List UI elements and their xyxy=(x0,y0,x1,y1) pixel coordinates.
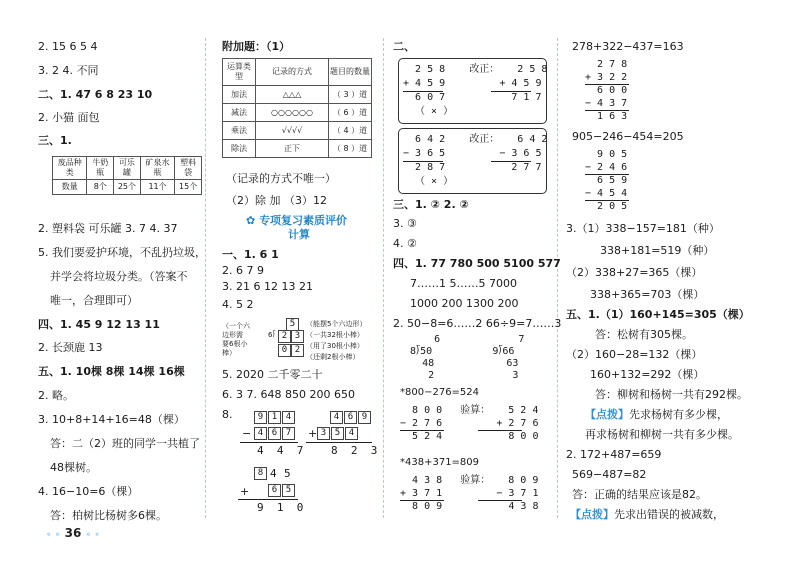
digit-box: 6 xyxy=(344,411,357,424)
calc-rule xyxy=(585,200,629,201)
correction-calc: 2 5 8 改正： 2 5 8 + 4 5 9 + 4 5 9 6 0 7 7 1 7 （ × ） xyxy=(403,64,548,117)
calc-rule xyxy=(238,499,298,500)
diagram-note: （能摆5个六边形） xyxy=(306,320,367,328)
digit-box: 6 xyxy=(268,427,281,440)
digit-box: 9 xyxy=(358,411,371,424)
answer-line: 7……1 5……5 7000 xyxy=(410,277,517,290)
digit: 5 xyxy=(284,467,291,480)
digit-box: 8 xyxy=(254,467,267,480)
table-cell: （ 3 ）道 xyxy=(329,86,372,104)
answer-line: （2）338+27=365（棵） xyxy=(566,266,703,279)
answer-line: （2）除 加 （3）12 xyxy=(226,194,327,207)
answer-line: 2. 小猫 面包 xyxy=(38,111,100,124)
vertical-calc: 2 7 8 + 3 2 2 6 0 0 − 4 3 7 1 6 3 xyxy=(585,59,628,122)
table-cell: 可乐罐 xyxy=(114,157,141,180)
answer-line: 8. xyxy=(222,408,233,421)
digit-box: 5 xyxy=(331,427,344,440)
hint-text: 先求出错误的被减数， xyxy=(614,508,724,521)
calc-rule xyxy=(491,91,531,92)
diagram-note: （还剩2根小棒） xyxy=(306,353,360,361)
answer-line: 二、 xyxy=(393,40,415,53)
diagram-note: （用了30根小棒） xyxy=(306,342,364,350)
answer-line: 2. 6 7 9 xyxy=(222,264,264,277)
answer-line: 4. 16−10=6（棵） xyxy=(38,485,139,498)
calc-rule xyxy=(478,500,522,501)
page-number xyxy=(46,526,100,540)
plus-sign: + xyxy=(240,485,250,498)
answer-line: 答：柏树比杨树多6棵。 xyxy=(50,509,167,522)
table-cell: 25个 xyxy=(114,180,141,195)
answer-line: 6. 3 7. 648 850 200 650 xyxy=(222,388,355,401)
column-divider xyxy=(557,38,558,518)
calc-rule xyxy=(585,84,629,85)
correction-box xyxy=(398,58,547,124)
correction-box xyxy=(398,128,547,194)
hint-tag: 【点拨】 xyxy=(585,408,629,421)
answer-line: 二、1. 47 6 8 23 10 xyxy=(38,88,153,101)
vertical-calc: 8 0 0 验算： 5 2 4 − 2 7 6 + 2 7 6 5 2 4 8 0 0 xyxy=(400,405,539,442)
calc-result: 9 1 0 xyxy=(257,501,304,514)
answer-line: 3. 10+8+14+16=48（棵） xyxy=(38,413,185,426)
table-cell: 加法 xyxy=(223,86,256,104)
hint-line xyxy=(570,508,724,522)
answer-line: 48棵树。 xyxy=(50,461,97,474)
answer-line: 再求杨树和柳树一共有多少棵。 xyxy=(585,428,739,441)
answer-line: 3.（1）338−157=181（种） xyxy=(566,222,720,235)
digit-box: 5 xyxy=(286,318,299,331)
column-divider xyxy=(383,38,384,518)
hint-text: 先求杨树有多少棵， xyxy=(629,408,728,421)
answer-line: 五、1. 10棵 8棵 14棵 16棵 xyxy=(38,365,185,378)
calc-rule xyxy=(306,442,372,443)
waste-table xyxy=(52,156,202,195)
calc-rule xyxy=(400,500,444,501)
vertical-calc: 9 0 5 − 2 4 6 6 5 9 − 4 5 4 2 0 5 xyxy=(585,149,628,212)
section-title-text: 专项复习素质评价 xyxy=(259,214,348,227)
digit: 4 xyxy=(270,467,277,480)
answer-line: （2）160−28=132（棵） xyxy=(566,348,703,361)
answer-line: 五、1.（1）160+145=305（棵） xyxy=(566,308,750,321)
table-header: 题目的数量 xyxy=(329,59,372,86)
answer-line: 答：柳树和杨树一共有292棵。 xyxy=(595,388,748,401)
table-cell: 正下 xyxy=(256,140,329,158)
answer-line: 3. 2 4. 不同 xyxy=(38,64,99,77)
answer-line: 2. 50−8=6……2 66÷9=7……3 xyxy=(393,317,562,330)
hint-line xyxy=(585,408,728,422)
diagram-note: （一共32根小棒） xyxy=(306,331,364,339)
answer-line: （记录的方式不唯一） xyxy=(226,172,336,185)
correction-calc: 6 4 2 改正： 6 4 2 − 3 6 5 − 3 6 5 2 8 7 2 7 7 （ × ） xyxy=(403,134,548,187)
answer-line: 2. 塑料袋 可乐罐 3. 7 4. 37 xyxy=(38,222,178,235)
calc-result: 4 4 7 xyxy=(257,444,304,457)
table-cell: 塑料袋 xyxy=(175,157,202,180)
diagram-note: （一个六 边形需 要6根小 棒） xyxy=(222,322,250,357)
table-cell: 废品种类 xyxy=(53,157,87,180)
digit-box: 1 xyxy=(268,411,281,424)
answer-line: 3. ③ xyxy=(393,217,417,230)
table-header: 运算类型 xyxy=(223,59,256,86)
answer-line: 5. 2020 二千零二十 xyxy=(222,368,323,381)
table-cell: 8个 xyxy=(87,180,114,195)
answer-line: 唯一，合理即可） xyxy=(50,294,138,307)
answer-line: 三、1. xyxy=(38,134,72,147)
page-number-text: 36 xyxy=(64,526,82,540)
answer-line: 4. ② xyxy=(393,237,417,250)
digit-box: 7 xyxy=(282,427,295,440)
answer-line: 1000 200 1300 200 xyxy=(410,297,519,310)
calc-rule xyxy=(585,174,629,175)
digit-box: 4 xyxy=(254,427,267,440)
table-cell: 矿泉水瓶 xyxy=(140,157,175,180)
answer-line: 160+132=292（棵） xyxy=(590,368,705,381)
answer-line: 5. 我们要爱护环境，不乱扔垃圾， xyxy=(38,246,206,259)
table-cell: √√√√ xyxy=(256,122,329,140)
answer-line: 338+365=703（棵） xyxy=(590,288,705,301)
table-cell: （ 4 ）道 xyxy=(329,122,372,140)
calc-rule xyxy=(400,430,444,431)
table-cell: 减法 xyxy=(223,104,256,122)
answer-line: *438+371=809 xyxy=(400,457,480,468)
calc-result: 8 2 3 xyxy=(331,444,378,457)
calc-rule xyxy=(403,161,443,162)
calc-rule xyxy=(478,430,522,431)
answer-line: 四、1. 45 9 12 13 11 xyxy=(38,318,160,331)
digit-box: 2 xyxy=(291,344,304,357)
answer-line: 569−487=82 xyxy=(572,468,647,481)
answer-line: 附加题：（1） xyxy=(222,40,291,53)
answer-line: 338+181=519（种） xyxy=(600,244,715,257)
table-cell: 除法 xyxy=(223,140,256,158)
answer-line: 2. 172+487=659 xyxy=(566,448,662,461)
table-cell: （ 6 ）道 xyxy=(329,104,372,122)
answer-line: 一、1. 6 1 xyxy=(222,248,279,261)
answer-line: 三、1. ② 2. ② xyxy=(393,198,469,211)
table-cell: 牛奶瓶 xyxy=(87,157,114,180)
digit-box: 4 xyxy=(345,427,358,440)
answer-line: 278+322−437=163 xyxy=(572,40,684,53)
calc-rule xyxy=(240,442,298,443)
division-sign: 6⟌ xyxy=(268,331,276,339)
division-calc: 6 7 8⟌50 9⟌66 48 63 2 3 xyxy=(410,334,525,381)
answer-line: 答：正确的结果应该是82。 xyxy=(572,488,707,501)
column-divider xyxy=(205,38,206,518)
calc-rule xyxy=(491,161,531,162)
digit-box: 4 xyxy=(330,411,343,424)
answer-line: 四、1. 77 780 500 5100 577 xyxy=(393,257,561,270)
digit-box: 0 xyxy=(278,344,291,357)
record-table xyxy=(222,58,372,158)
answer-line: 905−246−454=205 xyxy=(572,130,684,143)
table-cell: ○○○○○○ xyxy=(256,104,329,122)
answer-line: 答：松树有305棵。 xyxy=(595,328,693,341)
digit-box: 5 xyxy=(282,484,295,497)
answer-line: *800−276=524 xyxy=(400,387,480,398)
digit-box: 3 xyxy=(291,330,304,343)
hint-tag: 【点拨】 xyxy=(570,508,614,521)
digit-box: 6 xyxy=(268,484,281,497)
minus-sign: − xyxy=(242,427,252,440)
digit-box: 4 xyxy=(282,411,295,424)
table-cell: 乘法 xyxy=(223,122,256,140)
table-header: 记录的方式 xyxy=(256,59,329,86)
section-title xyxy=(246,214,347,228)
calc-rule xyxy=(403,91,443,92)
page-dots: ∘ ∘ xyxy=(46,530,61,540)
answer-line: 4. 5 2 xyxy=(222,298,254,311)
answer-line: 答：二（2）班的同学一共植了 xyxy=(50,437,200,450)
table-cell: （ 8 ）道 xyxy=(329,140,372,158)
vertical-calc: 4 3 8 验算： 8 0 9 + 3 7 1 − 3 7 1 8 0 9 4 3 8 xyxy=(400,475,539,512)
table-cell: 数量 xyxy=(53,180,87,195)
plus-sign: + xyxy=(308,427,318,440)
page-dots: ∘ ∘ xyxy=(85,530,100,540)
table-cell: 15个 xyxy=(175,180,202,195)
flower-icon: ✿ xyxy=(246,214,256,227)
digit-box: 3 xyxy=(317,427,330,440)
calc-rule xyxy=(585,110,629,111)
answer-line: 2. 15 6 5 4 xyxy=(38,40,98,53)
digit-box: 2 xyxy=(278,330,291,343)
section-subtitle: 计算 xyxy=(288,228,310,241)
table-cell: 11个 xyxy=(140,180,175,195)
digit-box: 9 xyxy=(254,411,267,424)
answer-line: 3. 21 6 12 13 21 xyxy=(222,280,313,293)
table-cell: △△△ xyxy=(256,86,329,104)
answer-line: 并学会将垃圾分类。（答案不 xyxy=(50,270,188,283)
answer-line: 2. 略。 xyxy=(38,389,74,402)
answer-line: 2. 长颈鹿 13 xyxy=(38,341,103,354)
